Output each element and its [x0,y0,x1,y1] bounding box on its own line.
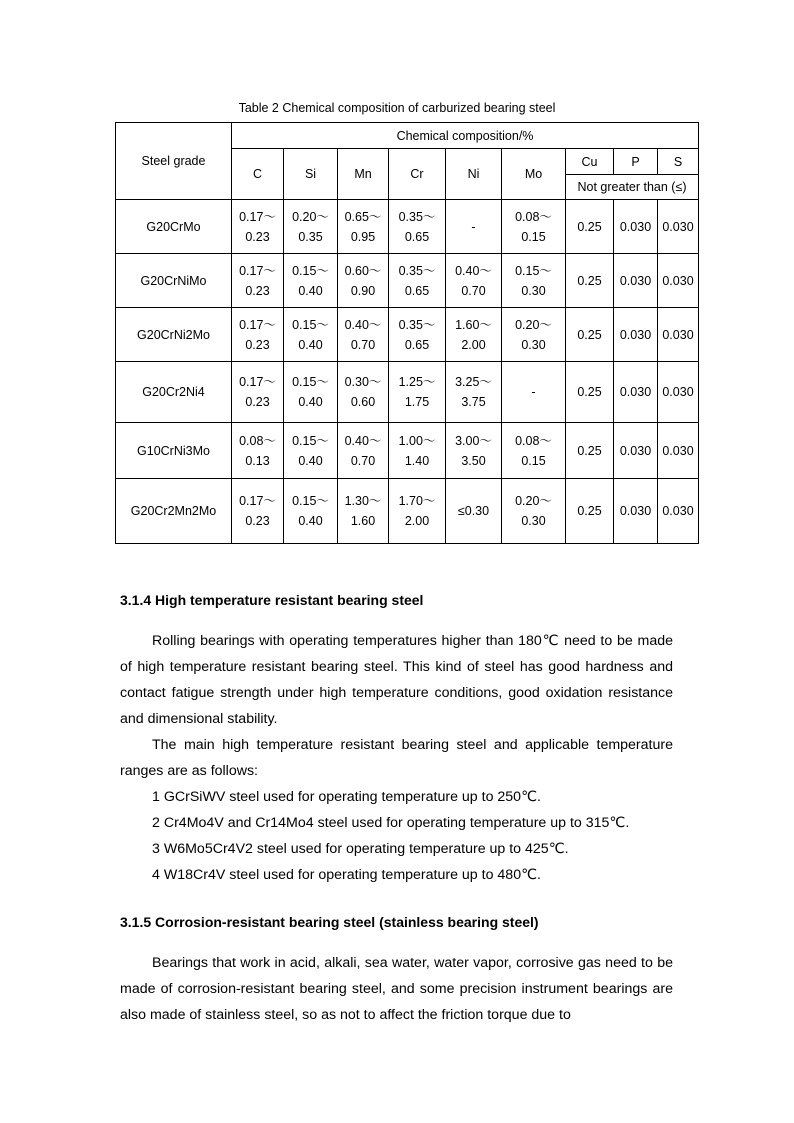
header-mn: Mn [338,149,389,200]
cell-c [232,200,284,254]
range-max: 0.40 [298,453,323,468]
cell-cr [389,362,446,423]
cell-ni [446,362,502,423]
composition-table [115,122,699,544]
range-max: 0.90 [350,283,376,298]
range-min: 0.15～ [292,433,329,448]
range-max: 0.23 [245,229,270,244]
cell-steel-grade: G20CrNi2Mo [116,308,232,362]
table-row [116,200,699,254]
cell-cr [389,254,446,308]
cell-ni [446,423,502,479]
range-min: 0.15～ [292,494,329,508]
cell-cu: 0.25 [566,254,614,308]
cell-cu: 0.25 [566,200,614,254]
range-min: 0.17～ [239,494,276,508]
section-315-heading: 3.1.5 Corrosion-resistant bearing steel (stainless bearing steel) [120,914,539,930]
cell-c [232,479,284,544]
cell-p: 0.030 [614,254,658,308]
cell-steel-grade: G10CrNi3Mo [116,423,232,479]
cell-si [284,200,338,254]
range-min: 0.35～ [398,263,436,278]
range-min: 0.40～ [344,317,382,332]
range-min: 1.30～ [344,494,382,508]
range-max: 0.40 [298,395,323,409]
range-max: 0.30 [521,337,546,352]
table-row [116,362,699,423]
header-ni: Ni [446,149,502,200]
range-max: 0.23 [245,514,270,528]
header-si: Si [284,149,338,200]
cell-steel-grade: G20CrNiMo [116,254,232,308]
range-max: 0.15 [521,229,546,244]
cell-si [284,423,338,479]
cell-mn [338,362,389,423]
section-314-heading: 3.1.4 High temperature resistant bearing steel [120,592,424,608]
range-max: 2.00 [461,337,486,352]
range-min: 0.65～ [344,209,382,224]
list-item: 2 Cr4Mo4V and Cr14Mo4 steel used for operating temperature up to 315℃. [152,815,630,831]
cell-mo [502,423,566,479]
list-item: 3 W6Mo5Cr4V2 steel used for operating temperature up to 425℃. [152,841,569,857]
range-min: 0.15～ [515,263,552,278]
cell-c [232,423,284,479]
range-min: - [471,219,476,234]
header-s: S [658,149,699,175]
range-min: 0.08～ [239,433,276,448]
cell-p: 0.030 [614,308,658,362]
range-min: 0.40～ [455,263,492,278]
cell-cu: 0.25 [566,479,614,544]
cell-cr [389,479,446,544]
range-max: 3.75 [461,395,486,409]
range-max: 0.23 [245,395,270,409]
cell-si [284,254,338,308]
range-max: 0.23 [245,337,270,352]
range-max: 0.60 [350,395,376,409]
header-c: C [232,149,284,200]
header-chem-comp: Chemical composition/% [232,123,699,149]
range-min: 0.17～ [239,317,276,332]
cell-s: 0.030 [658,362,699,423]
range-min: 0.30～ [344,375,382,389]
range-min: 0.15～ [292,375,329,389]
table-row [116,423,699,479]
range-min: 0.17～ [239,263,276,278]
cell-s: 0.030 [658,308,699,362]
cell-ni [446,479,502,544]
range-max: 0.15 [521,453,546,468]
range-max: 3.50 [461,453,486,468]
range-min: 1.25～ [398,375,436,389]
range-max: 2.00 [404,514,430,528]
range-max: 0.13 [245,453,270,468]
cell-cr [389,423,446,479]
cell-cr [389,200,446,254]
cell-mn [338,254,389,308]
range-min: 0.60～ [344,263,382,278]
cell-c [232,254,284,308]
cell-si [284,479,338,544]
header-mo: Mo [502,149,566,200]
cell-p: 0.030 [614,423,658,479]
range-max: 0.35 [298,229,323,244]
range-min: 0.35～ [398,209,436,224]
cell-c [232,362,284,423]
cell-p: 0.030 [614,200,658,254]
section-315-body [120,950,673,1028]
range-max: 1.40 [404,453,430,468]
cell-ni [446,254,502,308]
cell-steel-grade: G20Cr2Mn2Mo [116,479,232,544]
range-min: - [531,385,536,399]
range-max: 0.70 [350,337,376,352]
range-max: 0.65 [404,337,430,352]
range-max: 0.40 [298,514,323,528]
range-max: 0.70 [461,283,486,298]
header-cu: Cu [566,149,614,175]
range-max: 0.65 [404,229,430,244]
range-min: 0.35～ [398,317,436,332]
table-row [116,254,699,308]
header-not-greater: Not greater than (≤) [566,175,699,200]
table-caption: Table 2 Chemical composition of carburized bearing steel [238,101,556,115]
cell-cu: 0.25 [566,362,614,423]
cell-s: 0.030 [658,254,699,308]
cell-p: 0.030 [614,362,658,423]
range-max: 0.30 [521,283,546,298]
cell-mn [338,479,389,544]
range-max: 0.30 [521,514,546,528]
cell-mn [338,308,389,362]
cell-ni [446,200,502,254]
range-max: 0.95 [350,229,376,244]
range-min: 0.17～ [239,375,276,389]
range-max: 0.65 [404,283,430,298]
section-315-para1: Bearings that work in acid, alkali, sea water, water vapor, corrosive gas need to be made of corrosion-resistant bearing steel, and some precision instrument bearings are also made of stainless steel, so as not to affect the friction torque due to [120,955,673,1023]
cell-cu: 0.25 [566,308,614,362]
cell-mo [502,200,566,254]
range-max: 0.40 [298,337,323,352]
list-item: 1 GCrSiWV steel used for operating temperature up to 250℃. [152,789,541,805]
cell-cr [389,308,446,362]
section-314-body [120,628,673,888]
cell-si [284,308,338,362]
range-min: 0.17～ [239,209,276,224]
cell-c [232,308,284,362]
table-row [116,308,699,362]
range-min: 1.60～ [455,317,492,332]
cell-ni [446,308,502,362]
range-min: 1.00～ [398,433,436,448]
cell-si [284,362,338,423]
range-min: 0.15～ [292,263,329,278]
range-min: 1.70～ [398,494,436,508]
range-max: 1.75 [404,395,430,409]
cell-mn [338,200,389,254]
header-steel-grade: Steel grade [116,123,232,200]
cell-s: 0.030 [658,423,699,479]
cell-cu: 0.25 [566,423,614,479]
range-min: 0.08～ [515,209,552,224]
range-min: 0.20～ [292,209,329,224]
list-item: 4 W18Cr4V steel used for operating temperature up to 480℃. [152,867,541,883]
cell-mn [338,423,389,479]
cell-steel-grade: G20Cr2Ni4 [116,362,232,423]
cell-s: 0.030 [658,479,699,544]
cell-mo [502,308,566,362]
section-314-para1: Rolling bearings with operating temperatures higher than 180℃ need to be made of high temperature resistant bearing steel. This kind of steel has good hardness and contact fatigue strength under high temperature conditions, good oxidation resistance and dimensional stability. [120,633,673,727]
range-max: 0.70 [350,453,376,468]
range-max: 0.40 [298,283,323,298]
cell-mo [502,479,566,544]
range-min: 0.15～ [292,317,329,332]
range-min: ≤0.30 [457,504,490,518]
range-min: 0.08～ [515,433,552,448]
cell-mo [502,254,566,308]
range-min: 0.40～ [344,433,382,448]
header-cr: Cr [389,149,446,200]
range-min: 0.20～ [515,494,552,508]
header-p: P [614,149,658,175]
cell-p: 0.030 [614,479,658,544]
cell-s: 0.030 [658,200,699,254]
cell-mo [502,362,566,423]
table-row [116,479,699,544]
range-min: 3.25～ [455,375,492,389]
range-min: 0.20～ [515,317,552,332]
range-max: 0.23 [245,283,270,298]
section-314-para2: The main high temperature resistant bearing steel and applicable temperature ranges are as follows: [120,737,673,779]
range-max: 1.60 [350,514,376,528]
range-min: 3.00～ [455,433,492,448]
cell-steel-grade: G20CrMo [116,200,232,254]
